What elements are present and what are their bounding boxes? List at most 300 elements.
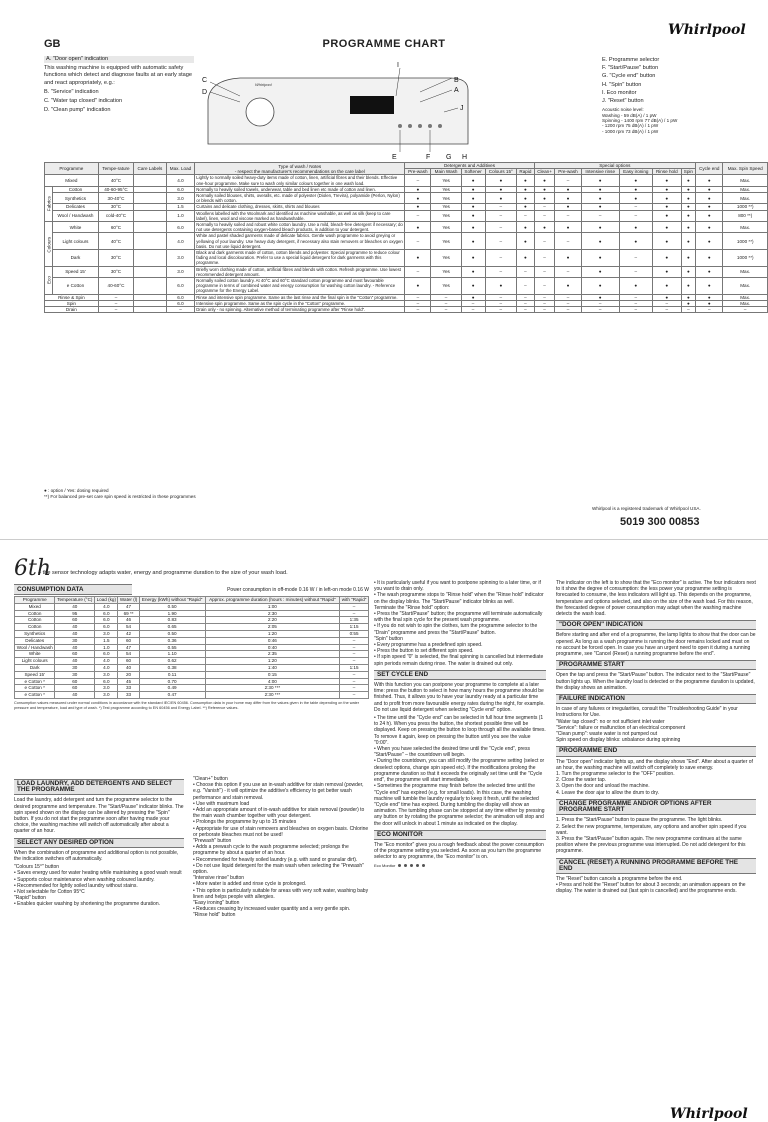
programme-load: 3.0 xyxy=(166,193,195,204)
option-title: "Easy ironing" button xyxy=(193,900,240,907)
consumption-cell: 2:05 xyxy=(205,624,340,631)
option-cell: ● xyxy=(696,250,723,267)
programme-description: Drain only - no spinning. Alternative method of terminating programme after "Rinse hold". xyxy=(195,307,405,313)
consumption-cell: 6.0 xyxy=(95,610,118,617)
bullet: • Press the button to set different spin speed. xyxy=(374,648,474,655)
option-cell: ● xyxy=(652,278,681,295)
programme-name: Synthetics xyxy=(53,193,99,204)
option-cell: – xyxy=(534,233,555,250)
programme-row xyxy=(45,250,768,267)
option-cell: ● xyxy=(681,300,695,306)
consumption-row xyxy=(15,692,369,699)
option-cell: – xyxy=(485,250,517,267)
option-cell: – xyxy=(555,233,581,250)
option-cell: ● xyxy=(652,175,681,186)
programme-name: Dark xyxy=(53,250,99,267)
failure-item: "Service": failure or malfunction of an electrical component xyxy=(556,724,686,731)
option-cell: – xyxy=(461,300,485,306)
option-cell: ● xyxy=(405,278,431,295)
consumption-cell: 0.11 xyxy=(139,671,205,678)
programme-load: 4.0 xyxy=(166,175,195,186)
option-cell: – xyxy=(485,300,517,306)
programme-temp: 40°C xyxy=(98,175,133,186)
paragraph: The "Reset" button cancels a programme before the end. xyxy=(556,875,683,882)
option-cell: – xyxy=(555,175,581,186)
programme-row xyxy=(45,278,768,295)
consumption-row xyxy=(15,610,369,617)
option-cell: – xyxy=(405,210,431,221)
bullet: • The wash programme stops to "Rinse hold" when the "Rinse hold" indicator on the display blinks. The "Start/Pause" indicator blinks as well. xyxy=(374,592,544,605)
option-cell: ● xyxy=(517,175,535,186)
heading-programme-end: PROGRAMME END xyxy=(556,746,756,756)
consumption-cell: – xyxy=(340,658,369,665)
option-cell: – xyxy=(517,278,535,295)
bullet: • If spin speed "0" is selected, the final spinning is cancelled but intermediate spin periods remain during rinse. The water is drained out only. xyxy=(374,654,544,667)
programme-temp: – xyxy=(98,300,133,306)
consumption-row xyxy=(15,651,369,658)
display-panel xyxy=(350,96,394,114)
acoustic-levels xyxy=(602,107,727,134)
option-cell: ● xyxy=(405,193,431,204)
consumption-cell: 0.50 xyxy=(139,630,205,637)
programme-temp: cold-40°C xyxy=(98,210,133,221)
consumption-cell: 2:30 *** xyxy=(205,685,340,692)
programme-load: 6.0 xyxy=(166,278,195,295)
control-panel-illustration xyxy=(200,60,475,160)
care-label-icon xyxy=(134,278,166,295)
consumption-cell: Mixed xyxy=(15,603,55,610)
consumption-cell: 2:35 xyxy=(205,651,340,658)
consumption-cell: 46 xyxy=(118,617,139,624)
acoustic-row: Washing - 59 dB(A) / 1 pW xyxy=(602,112,657,118)
consumption-cell: 0.47 xyxy=(139,692,205,699)
column-4 xyxy=(556,580,756,895)
consumption-cell: 40 xyxy=(55,644,95,651)
option-cell: – xyxy=(517,294,535,300)
consumption-row xyxy=(15,617,369,624)
consumption-cell: – xyxy=(340,637,369,644)
consumption-cell: 1:40 xyxy=(205,664,340,671)
consumption-row xyxy=(15,630,369,637)
consumption-section xyxy=(14,584,369,710)
consumption-cell: 4.0 xyxy=(95,664,118,671)
option-cell: ● xyxy=(461,222,485,233)
consumption-row xyxy=(15,671,369,678)
consumption-cell: 1:15 xyxy=(340,624,369,631)
heading-failure: FAILURE INDICATION xyxy=(556,694,756,704)
acoustic-title: Acoustic noise level: xyxy=(602,107,644,113)
programme-selector-knob xyxy=(246,98,274,126)
consumption-cell: 40 xyxy=(55,658,95,665)
eco-monitor-label: Eco Monitor xyxy=(374,862,396,868)
acoustic-row: Spinning - 1400 rpm 77 dB(A) / 1 pW xyxy=(602,118,678,124)
callout-j: J xyxy=(460,105,464,112)
consumption-cell: 1.5 xyxy=(95,637,118,644)
option-cell: 800 **) xyxy=(723,210,768,221)
option-cell: ● xyxy=(461,186,485,192)
consumption-cell: – xyxy=(340,603,369,610)
bullet: • Reduces creasing by increased water quantity and a very gentle spin. xyxy=(193,906,351,913)
option-cell: – xyxy=(534,204,555,210)
option-cell: ● xyxy=(652,294,681,300)
option-cell: ● xyxy=(555,250,581,267)
option-cell: – xyxy=(681,307,695,313)
option-cell: Max. xyxy=(723,193,768,204)
consumption-cell: 0.36 xyxy=(139,637,205,644)
consumption-cell: Cotton xyxy=(15,610,55,617)
water-tap-indication-label: C. "Water tap closed" indication xyxy=(44,98,123,105)
consumption-cell: 6.0 xyxy=(95,624,118,631)
consumption-cell: 4:00 xyxy=(205,678,340,685)
option-cell: – xyxy=(619,250,652,267)
bullet: • More water is added and rinse cycle is prolonged. xyxy=(193,881,307,888)
option-cell: – xyxy=(517,300,535,306)
consumption-cell: – xyxy=(340,678,369,685)
consumption-cell: 0.83 xyxy=(139,617,205,624)
consumption-cell: 6.0 xyxy=(95,617,118,624)
bullet: • Press and hold the "Reset" button for about 3 seconds; an animation appears on the display. The water is drained out (last spin is cancelled) and the programme ends. xyxy=(556,882,746,895)
programme-description: Normally to heavily soiled towels, underwear, table and bed linen etc made of cotton and linen. xyxy=(195,186,405,192)
option-cell: Max. xyxy=(723,175,768,186)
option-title: "Intensive rinse" button xyxy=(193,875,245,882)
consumption-cell: 30 xyxy=(55,664,95,671)
cons-col-temp: Temperature (°C) xyxy=(55,597,95,604)
option-cell: – xyxy=(619,307,652,313)
power-consumption-text: Power consumption in off-mode 0.16 W / in left-on mode 0.16 W xyxy=(227,586,369,593)
consumption-cell: 2:30 xyxy=(205,610,340,617)
consumption-cell: 45 xyxy=(118,678,139,685)
eco-monitor-diagram xyxy=(374,863,546,869)
option-cell: ● xyxy=(581,222,619,233)
group-label: Eco xyxy=(45,266,53,294)
step: 1. Press the "Start/Pause" button to pause the programme. The light blinks. xyxy=(556,817,723,824)
option-cell: ● xyxy=(652,222,681,233)
bullet: • Every programme has a predefined spin speed. xyxy=(374,642,483,649)
option-cell: ● xyxy=(681,186,695,192)
consumption-cell: e Cotton * xyxy=(15,685,55,692)
option-cell: ● xyxy=(461,250,485,267)
option-cell: Max. xyxy=(723,186,768,192)
option-cell: ● xyxy=(696,233,723,250)
option-cell: ● xyxy=(581,250,619,267)
programme-temp: 60°C xyxy=(98,222,133,233)
programme-load: 6.0 xyxy=(166,300,195,306)
programme-description: Lightly to normally soiled heavy-duty items made of cotton, linen, artificial fibres and their blends. Effective one-hour programme. Make sure to wash only similar colours together in one wash load. xyxy=(195,175,405,186)
consumption-cell: – xyxy=(340,671,369,678)
consumption-cell: – xyxy=(340,644,369,651)
programme-load: 4.0 xyxy=(166,233,195,250)
failure-item: "Water tap closed": no or not sufficient inlet water xyxy=(556,718,665,725)
option-cell: Max. xyxy=(723,300,768,306)
cons-col-energy: Energy (kWh) without "Rapid" xyxy=(139,597,205,604)
option-cell: ● xyxy=(581,266,619,277)
option-cell: ● xyxy=(581,204,619,210)
legend-g: G. "Cycle end" button xyxy=(602,73,656,80)
option-cell: ● xyxy=(517,233,535,250)
consumption-cell: 1.0 xyxy=(95,644,118,651)
consumption-cell: 54 xyxy=(118,624,139,631)
acoustic-row: - 1000 rpm 73 dB(A) / 1 pW xyxy=(602,128,659,134)
step: 1. Turn the programme selector to the "OFF" position. xyxy=(556,771,675,778)
sub-spin: Spin xyxy=(681,169,695,175)
option-cell: ● xyxy=(534,193,555,204)
option-cell: ● xyxy=(517,222,535,233)
option-cell: – xyxy=(534,294,555,300)
sub-clean: Clean+ xyxy=(534,169,555,175)
consumption-cell: – xyxy=(340,685,369,692)
heading-change-programme: CHANGE PROGRAMME AND/OR OPTIONS AFTER PROGRAMME START xyxy=(556,799,756,815)
consumption-cell: 2:30 *** xyxy=(205,692,340,699)
col-programme: Programme xyxy=(45,163,99,175)
bullet: • This option is particularly suitable for areas with very soft water, washing baby linen and helps people with allergies. xyxy=(193,887,369,900)
paragraph: The indicator on the left is to show that the "Eco monitor" is active. The four indicators next to it show the degree of consumption: the less power your programme setting is forecasted to consume, the less indicators will light up. This depends on the programme, temperature and options selected, and also on the size of the wash load. For this reason, the forecasted degree of power consumption may adapt when the washing machine detects the wash load. xyxy=(556,580,756,618)
sub-colours15: Colours 15° xyxy=(485,169,517,175)
bullet: • Not selectable for Cotton 95°C xyxy=(14,889,85,896)
option-cell: ● xyxy=(517,204,535,210)
programme-row xyxy=(45,266,768,277)
consumption-cell: 1.90 xyxy=(139,610,205,617)
option-cell: ● xyxy=(619,233,652,250)
legend-i: I. Eco monitor xyxy=(602,89,637,96)
programme-load: 3.0 xyxy=(166,266,195,277)
consumption-cell: 3.0 xyxy=(95,630,118,637)
option-cell: ● xyxy=(696,294,723,300)
programme-description: Normally soiled cotton laundry. At 40°C and 60°C standard cotton programme and most favourable programme in terms of combined water and energy consumption for washing cotton laundry. - Reference programme for the Energy Label. xyxy=(195,278,405,295)
option-cell: ● xyxy=(619,193,652,204)
legend-e: E. Programme selector xyxy=(602,57,660,63)
sub-rinse-hold: Rinse hold xyxy=(652,169,681,175)
consumption-cell: 0.62 xyxy=(139,658,205,665)
sub-mainwash: Main Wash xyxy=(431,169,461,175)
paragraph: With this function you can postpone your programme to complete at a later time: press the button to select in how many hours the programme should be finished. Thus, it allows you to have your laundry ready at a particular time and to profit from more favourable energy rates during the night, for example. Do not use liquid detergent when selecting "Cycle end" option. xyxy=(374,682,545,713)
option-cell: ● xyxy=(652,210,681,221)
option-cell: – xyxy=(555,266,581,277)
option-cell: ● xyxy=(696,193,723,204)
failure-item: "Clean pump": waste water is not pumped out xyxy=(556,731,658,738)
programme-name: Drain xyxy=(45,307,99,313)
option-cell: ● xyxy=(461,233,485,250)
controls-legend xyxy=(602,56,727,134)
column-3 xyxy=(374,580,546,869)
callout-h: H xyxy=(462,154,468,161)
consumption-cell: 6.0 xyxy=(95,651,118,658)
option-cell: – xyxy=(555,307,581,313)
option-cell: ● xyxy=(405,250,431,267)
consumption-cell: Light colours xyxy=(15,658,55,665)
programme-load: 6.0 xyxy=(166,294,195,300)
programme-description: Normally to heavily soiled and robust white cotton laundry. Use a mild, bleach-free detergent if necessary; do not use detergents containing oxygen-based bleach products, in addition to your detergent. xyxy=(196,222,403,233)
option-cell: ● xyxy=(555,278,581,295)
option-cell: ● xyxy=(681,250,695,267)
consumption-cell: 95 xyxy=(55,610,95,617)
bullet: • Recommended for lightly soiled laundry without stains. xyxy=(14,882,138,889)
option-cell: ● xyxy=(696,266,723,277)
col-temp: Tempe-rature xyxy=(98,163,133,175)
option-cell: ● xyxy=(681,193,695,204)
option-cell: ● xyxy=(681,175,695,186)
option-cell: Yes xyxy=(431,250,461,267)
programme-description: Normally soiled blouses, shirts, overalls, etc. made of polyester (Diolen, Trevira), polyamide (Perlon, Nylon) or blends with cotton. xyxy=(195,193,405,204)
callout-c: C xyxy=(202,77,208,84)
option-cell: – xyxy=(723,307,768,313)
consumption-cell: 20 xyxy=(118,671,139,678)
consumption-cell: 30 xyxy=(55,637,95,644)
consumption-cell: 60 xyxy=(55,678,95,685)
consumption-cell: 1:20 xyxy=(205,630,340,637)
step: 2. Close the water tap. xyxy=(556,777,607,784)
heading-load-laundry: LOAD LAUNDRY, ADD DETERGENTS AND SELECT THE PROGRAMME xyxy=(14,779,184,795)
option-cell: – xyxy=(405,294,431,300)
programme-load: 6.0 xyxy=(166,222,195,233)
service-indication-label: B. "Service" indication xyxy=(44,88,99,95)
bullet: • Prolongs the programme by up to 15 minutes xyxy=(193,819,297,826)
step: 3. Press the "Start/Pause" button again. The new programme continues at the same position where the previous programme was interrupted. Do not add detergent for this programme. xyxy=(556,835,746,855)
programme-name: Delicates xyxy=(53,204,99,210)
programme-temp: 40-60-95°C xyxy=(98,186,133,192)
option-cell: ● xyxy=(461,266,485,277)
consumption-cell: Cotton xyxy=(15,617,55,624)
consumption-cell: 54 xyxy=(118,651,139,658)
option-cell: – xyxy=(534,307,555,313)
care-label-icon xyxy=(134,175,166,186)
programme-temp: 30°C xyxy=(98,266,133,277)
heading-eco-monitor: ECO MONITOR xyxy=(374,830,546,840)
legend-f: F. "Start/Pause" button xyxy=(602,65,659,72)
consumption-cell: 60 xyxy=(55,685,95,692)
option-cell: – xyxy=(431,294,461,300)
clean-pump-indication-label: D. "Clean pump" indication xyxy=(44,107,111,114)
consumption-cell: e Cotton * xyxy=(15,678,55,685)
option-cell: ● xyxy=(461,193,485,204)
option-cell: ● xyxy=(581,175,619,186)
option-cell: ● xyxy=(581,294,619,300)
consumption-cell: 0.65 xyxy=(139,624,205,631)
bullet: • Recommended for heavily soiled laundry (e.g. with sand or granular dirt). xyxy=(193,856,358,863)
callout-a: A xyxy=(454,87,459,94)
option-cell: ● xyxy=(619,186,652,192)
option-cell: ● xyxy=(681,294,695,300)
consumption-cell: 0.49 xyxy=(139,685,205,692)
consumption-cell: 0.70 xyxy=(139,678,205,685)
option-cell: ● xyxy=(681,222,695,233)
consumption-cell: 6.0 xyxy=(95,678,118,685)
option-cell: Max. xyxy=(723,278,768,295)
paragraph: The "Eco monitor" gives you a rough feedback about the power consumption of the programme setting you selected. As soon as you turn the programme selector to any programme, the "Eco monitor" is on. xyxy=(374,841,544,861)
bullet: • Adds a prewash cycle to the wash programme selected; prolongs the programme by about a quarter of an hour. xyxy=(193,844,349,857)
option-cell: ● xyxy=(461,294,485,300)
option-cell: – xyxy=(652,307,681,313)
bullet: • Supports colour maintenance when washing coloured laundry. xyxy=(14,876,155,883)
consumption-cell: 40 xyxy=(55,603,95,610)
programme-row xyxy=(45,210,768,221)
table-notes xyxy=(44,488,196,500)
consumption-cell: 40 xyxy=(118,664,139,671)
option-cell: Yes xyxy=(431,233,461,250)
option-cell: – xyxy=(534,266,555,277)
paragraph: Open the tap and press the "Start/Pause" button. The indicator next to the "Start/Pause" button lights up. When the laundry load is detected or the programme duration is updated, the display shows an animation. xyxy=(556,672,755,691)
option-cell: – xyxy=(619,204,652,210)
option-cell: – xyxy=(555,300,581,306)
sub-prewash: Pre-wash xyxy=(405,169,431,175)
consumption-cell: – xyxy=(340,692,369,699)
programme-description: White and pastel shaded garments made of delicate fabrics. Gentle wash programme to avoid greying or yellowing of your laundry. Use heavy duty detergent, if necessary also stain removers or bleaches on oxygen basis. Do not use liquid detergent. xyxy=(196,233,403,249)
paragraph: Load the laundry, add detergent and turn the programme selector to the desired programme and temperature. The "Start/Pause" indicator blinks. The spin speed shown on the display can be altered by pressing the "Spin" button. If you do not start the programme soon after having made your choice, the washing machine will switch off automatically after about a quarter of an hour. xyxy=(14,797,184,835)
consumption-cell: 0:55 xyxy=(340,630,369,637)
option-cell: ● xyxy=(681,210,695,221)
callout-e: E xyxy=(392,154,397,161)
consumption-cell: e Cotton * xyxy=(15,692,55,699)
sixth-sense-logo: 6th xyxy=(14,556,52,581)
programme-load: – xyxy=(166,307,195,313)
step: 4. Leave the door ajar to allow the drum to dry. xyxy=(556,789,660,796)
paragraph: The "Door open" indicator lights up, and the display shows "End". After about a quarter of an hour, the washing machine will switch off completely to save energy. xyxy=(556,758,753,771)
consumption-cell: 40 xyxy=(55,630,95,637)
care-label-icon xyxy=(134,210,166,221)
legend-j: J. "Reset" button xyxy=(602,98,644,105)
bullet: • Use with maximum load xyxy=(193,800,250,807)
option-cell: ● xyxy=(619,278,652,295)
col-type: Type of wash / Notes - respect the manufacturer's recommendations on the care label xyxy=(195,163,405,175)
bullet: • Choose this option if you use an in-wash additive for stain removal (powder, e.g. "Vanish") - it will optimize the additive's efficiency to get better wash performance and stain removal. xyxy=(193,782,364,801)
sub-softener: Softener xyxy=(461,169,485,175)
option-cell: ● xyxy=(581,193,619,204)
consumption-cell: 0:15 xyxy=(205,671,340,678)
programme-name: Light colours xyxy=(53,233,99,250)
safety-description: This washing machine is equipped with automatic safety functions which detect and diagnose faults at an early stage and react appropriately, e.g.: xyxy=(44,65,193,86)
bullet: • Add an appropriate amount of in-wash additive for stain removal (powder) to the main wash chamber together with your detergent. xyxy=(193,807,365,820)
consumption-heading: CONSUMPTION DATA xyxy=(14,584,132,595)
option-cell: 1000 **) xyxy=(723,250,768,267)
column-1 xyxy=(14,776,184,908)
indications-list xyxy=(44,56,194,116)
heading-select-option: SELECT ANY DESIRED OPTION xyxy=(14,838,184,848)
bullet: • When you have selected the desired time until the "Cycle end", press "Start/Pause" – the countdown will begin. xyxy=(374,746,530,759)
consumption-row xyxy=(15,678,369,685)
option-cell: – xyxy=(405,300,431,306)
consumption-row xyxy=(15,664,369,671)
heading-programme-start: PROGRAMME START xyxy=(556,660,756,670)
option-cell: ● xyxy=(696,186,723,192)
option-title: "Rapid" button xyxy=(14,895,46,902)
option-cell: ● xyxy=(652,266,681,277)
programme-row xyxy=(45,193,768,204)
programme-load: 6.0 xyxy=(166,186,195,192)
cons-col-rapid: with "Rapid" xyxy=(340,597,369,604)
option-cell: – xyxy=(431,300,461,306)
consumption-cell: 3.0 xyxy=(95,685,118,692)
option-cell: ● xyxy=(405,186,431,192)
consumption-cell: Synthetics xyxy=(15,630,55,637)
option-cell: – xyxy=(485,307,517,313)
care-label-icon xyxy=(134,222,166,233)
consumption-cell: 2:20 xyxy=(205,617,340,624)
care-label-icon xyxy=(134,233,166,250)
bullet: • The time until the "Cycle end" can be selected in full hour time segments (1 to 24 h). When you press the button, the shortest possible time will be displayed. Keep on pressing the button to loop through all the available times. To remove it again, keep on pressing the button until you see the value "0:00". xyxy=(374,715,546,746)
consumption-row xyxy=(15,624,369,631)
consumption-row xyxy=(15,658,369,665)
option-cell: ● xyxy=(534,186,555,192)
option-cell: ● xyxy=(681,233,695,250)
consumption-cell: 47 xyxy=(118,603,139,610)
programme-description: Woollens labelled with the Woolmark and identified as machine washable, as well as silk (keep to care label), linen, wool and viscose marked as handwashable. xyxy=(195,210,405,221)
consumption-row xyxy=(15,685,369,692)
consumption-cell: 30 xyxy=(55,671,95,678)
callout-i: I xyxy=(397,62,399,69)
option-cell: ● xyxy=(681,278,695,295)
programme-row xyxy=(45,222,768,233)
programme-name: Wool / Handwash xyxy=(53,210,99,221)
consumption-cell: 33 xyxy=(118,685,139,692)
